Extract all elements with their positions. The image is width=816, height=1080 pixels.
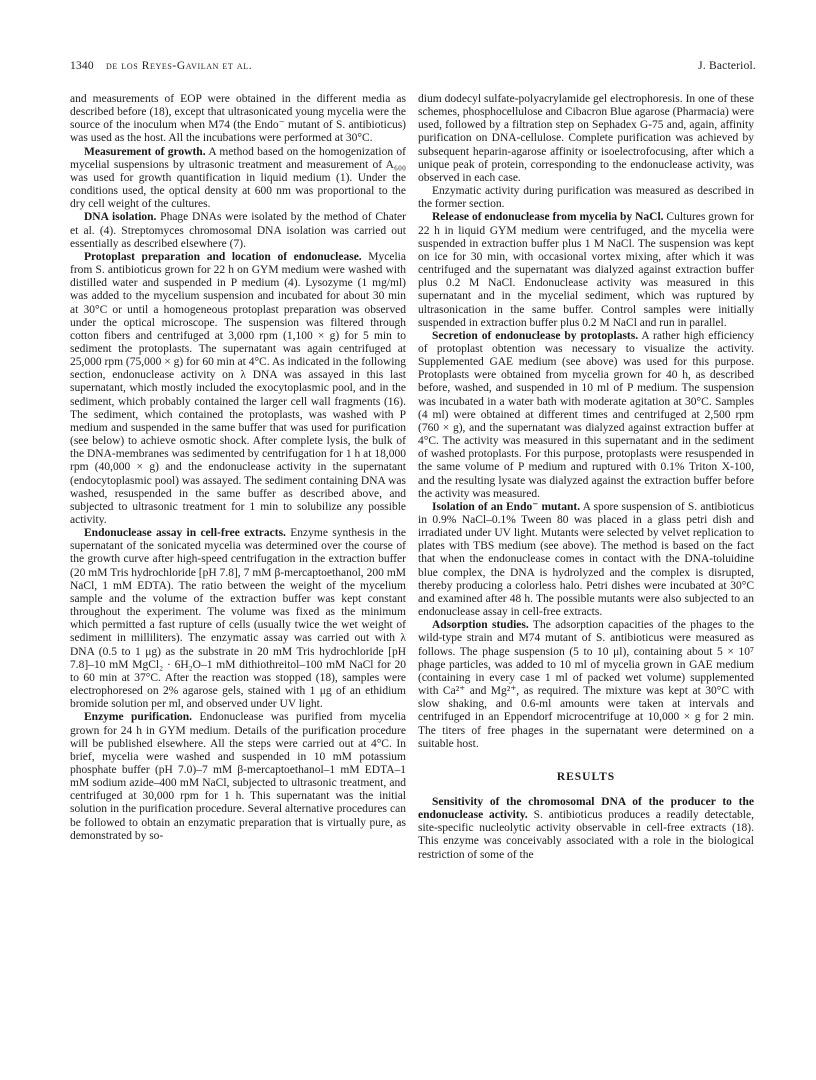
- right-column: [418, 93, 754, 862]
- section-heading: DNA isolation.: [84, 211, 157, 224]
- section-heading: Protoplast preparation and location of endonuclease.: [84, 250, 362, 263]
- paragraph-measurement-of-growth: Measurement of growth. A method based on the homogenization of mycelial suspensions by ultrasonic treatment and measurement of A₆₀₀ was used for growth quantification in liquid medium (1). Under the conditions used, the optical density at 600 nm was proportional to the dry cell weight of the cultures.: [70, 145, 407, 211]
- section-heading: Enzyme purification.: [84, 711, 193, 724]
- results-section-title: RESULTS: [556, 770, 616, 783]
- paragraph-adsorption-studies: Adsorption studies. The adsorption capacities of the phages to the wild-type strain and M74 mutant of S. antibioticus were measured as follows. The phage suspension (5 to 10 μl), containing about 5 × 10⁷ phage particles, was added to 10 ml of mycelia grown in GAE medium (containing in every case 1 ml of packed wet volume) supplemented with Ca²⁺ and Mg²⁺, as required. The mixture was kept at 30°C with slow shaking, and 0.6-ml amounts were taken at intervals and centrifuged in an Eppendorf microcentrifuge at 10,000 × g for 2 min. The titers of free phages in the supernatant were determined on a suitable host.: [418, 619, 755, 750]
- section-heading: Measurement of growth.: [84, 145, 206, 158]
- paragraph-endonuclease-assay: Endonuclease assay in cell-free extracts. Enzyme synthesis in the supernatant of the sonicated mycelia was determined over the course of the growth curve after high-speed centrifugation in the extraction buffer (20 mM Tris hydrochloride [pH 7.8], 7 mM β-mercaptoethanol, 200 mM NaCl, 1 mM EDTA). The ratio between the weight of the mycelium sample and the volume of the extraction buffer was kept constant throughout the experiment. The volume was fixed as the minimum which permitted a fast rupture of cells (usually twice the wet weight of sediment in milliliters). The enzymatic assay was carried out with λ DNA (0.5 to 1 μg) as the substrate in 20 mM Tris hydrochloride [pH 7.8]–10 mM MgCl₂ · 6H₂O–1 mM dithiothreitol–100 mM NaCl for 20 to 60 min at 37°C. After the reaction was stopped (18), samples were electrophoresed on 2% agarose gels, stained with 1 μg of an ethidium bromide solution per ml, and observed under UV light.: [70, 527, 406, 711]
- running-authors: de los Reyes-Gavilan et al.: [106, 60, 253, 72]
- paragraph-endo-mutant: Isolation of an Endo⁻ mutant. A spore suspension of S. antibioticus in 0.9% NaCl–0.1% Tween 80 was placed in a glass petri dish and irradiated under UV light. Mutants were selected by velvet replication to plates with TBS medium (see above). The method is based on the fact that when the endonuclease comes in contact with the DNA-toluidine blue complex, the DNA is hydrolyzed and the complex is disrupted, thereby producing a colorless halo. Petri dishes were incubated at 30°C and examined after 48 h. The possible mutants were also subjected to an endonuclease assay in cell-free extracts.: [418, 500, 755, 619]
- paragraph-enzyme-purification: Enzyme purification. Endonuclease was purified from mycelia grown for 24 h in GYM medium. Details of the purification procedure will be published elsewhere. All the steps were carried out at 4°C. In brief, mycelia were washed and suspended in 10 mM potassium phosphate buffer (pH 7.0)–7 mM β-mercaptoethanol–1 mM EDTA–1 mM sodium azide–400 mM NaCl, subjected to ultrasonic treatment, and centrifuged at 30,000 rpm for 1 h. This supernatant was the initial solution in the purification procedure. Several alternative procedures can be followed to obtain an enzymatic preparation that is virtually pure, as demonstrated by so-: [70, 711, 406, 842]
- left-column: [70, 93, 406, 843]
- paragraph-continuation: and measurements of EOP were obtained in the different media as described before (18), except that ultrasonicated young mycelia were the source of the inoculum when M74 (the Endo⁻ mutant of S. antibioticus) was used as the host. All the incubations were performed at 30°C.: [70, 93, 406, 145]
- paragraph-dna-isolation: DNA isolation. Phage DNAs were isolated by the method of Chater et al. (4). Streptomyces chromosomal DNA isolation was carried out essentially as described elsewhere (7).: [70, 211, 406, 250]
- paragraph-results-sensitivity: Sensitivity of the chromosomal DNA of the producer to the endonuclease activity. S. antibioticus produces a readily detectable, site-specific nucleolytic activity observable in cell-free extracts (18). This enzyme was conceivably associated with a role in the biological restriction of some of the: [418, 795, 754, 861]
- paragraph-enzymatic-activity: Enzymatic activity during purification was measured as described in the former section.: [418, 185, 754, 211]
- paragraph-release-by-nacl: Release of endonuclease from mycelia by NaCl. Cultures grown for 22 h in liquid GYM medium were centrifuged, and the mycelia were suspended in extraction buffer plus 1 M NaCl. The suspension was kept on ice for 30 min, with occasional vortex mixing, after which it was centrifuged and the supernatant was dialyzed against extraction buffer plus 0.2 M NaCl. Endonuclease activity was measured in this supernatant and in the mycelial sediment, which was ruptured by ultrasonication in the same buffer. Control samples were initially suspended in extraction buffer plus 0.2 M NaCl and run in parallel.: [418, 211, 754, 329]
- journal-name: J. Bacteriol.: [698, 60, 756, 72]
- section-heading: Adsorption studies.: [432, 619, 529, 632]
- paragraph-protoplast-preparation: Protoplast preparation and location of endonuclease. Mycelia from S. antibioticus grown for 22 h on GYM medium were washed with distilled water and suspended in P medium (4). Lysozyme (1 mg/ml) was added to the mycelium suspension and incubated for about 30 min at 30°C or until a homogeneous protoplast preparation was observed under the optical microscope. The suspension was filtered through cotton fibers and centrifuged at 3,000 rpm (1,100 × g) for 5 min to sediment the protoplasts. The supernatant was again centrifuged at 25,000 rpm (75,000 × g) for 60 min at 4°C. As indicated in the following section, endonuclease activity on λ DNA was assayed in this last supernatant, which mostly included the exocytoplasmic pool, and in the sediment, which probably contained the larger cell wall fragments (16). The sediment, which contained the protoplasts, was washed with P medium and suspended in the same buffer that was used for purification (see below) to achieve osmotic shock. After complete lysis, the bulk of the DNA-membranes was sedimented by centrifugation for 1 h at 18,000 rpm (40,000 × g) and the endonuclease activity in the supernatant (endocytoplasmic pool) was assayed. The sediment containing DNA was washed, resuspended in the same buffer as described above, and subjected to ultrasonic treatment for 1 min to solubilize any possible activity.: [70, 250, 406, 526]
- section-heading: Isolation of an Endo⁻ mutant.: [432, 500, 581, 513]
- section-heading: Sensitivity of the chromosomal DNA of the producer to the endonuclease activity.: [418, 795, 754, 822]
- paragraph-secretion-by-protoplasts: Secretion of endonuclease by protoplasts. A rather high efficiency of protoplast obtention was necessary to visualize the activity. Supplemented GAE medium (see above) was used for this purpose. Protoplasts were obtained from mycelia grown for 40 h, as described before, washed, and suspended in 10 ml of P medium. The suspension was incubated in a water bath with moderate agitation at 30°C. Samples (4 ml) were obtained at different times and centrifuged at 2,500 rpm (760 × g), and the supernatant was dialyzed against extraction buffer at 4°C. The activity was measured in this supernatant and in the sediment of washed protoplasts. For this purpose, protoplasts were resuspended in the same volume of P medium and ruptured with 0.1% Triton X-100, and the resulting lysate was dialyzed against the extraction buffer before the activity was measured.: [418, 329, 754, 500]
- running-header: [70, 60, 756, 76]
- section-heading: Secretion of endonuclease by protoplasts.: [432, 329, 639, 342]
- paragraph-purification-continued: dium dodecyl sulfate-polyacrylamide gel electrophoresis. In one of these schemes, phosphocellulose and Cibacron Blue agarose (Pharmacia) were used, followed by a filtration step on Sephadex G-75 and, again, affinity purification on DNA-cellulose. Complete purification was achieved by subsequent heparin-agarose affinity or isoelectrofocusing, after which a unique peak of protein, corresponding to the endonuclease activity, was observed in each case.: [418, 93, 754, 184]
- page-number: 1340: [70, 60, 94, 72]
- section-heading: Endonuclease assay in cell-free extracts.: [84, 527, 286, 540]
- section-heading: Release of endonuclease from mycelia by NaCl.: [432, 211, 664, 224]
